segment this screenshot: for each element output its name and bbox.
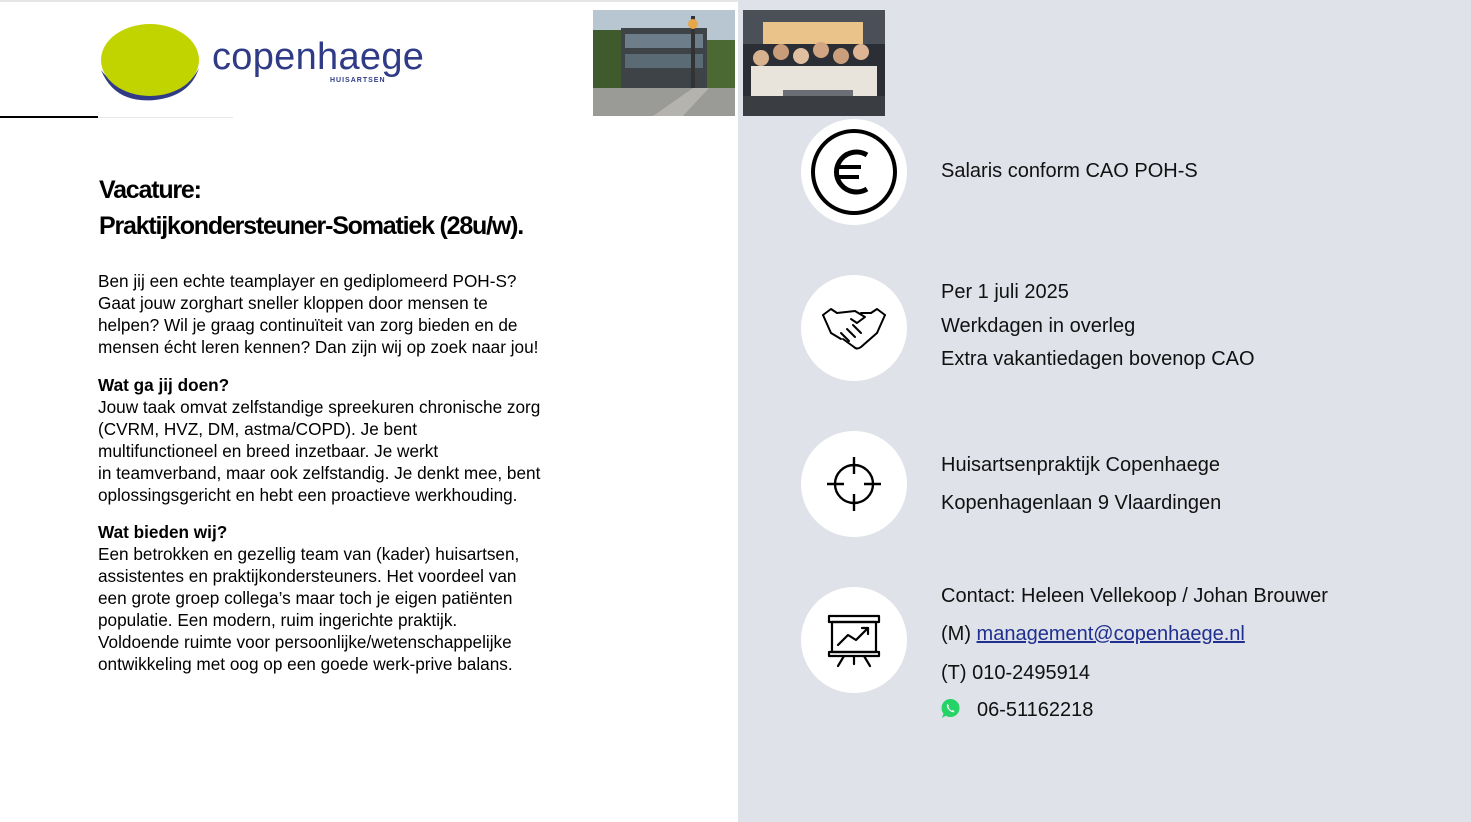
tasks-line: multifunctioneel en breed inzetbaar. Je werkt [98,441,439,461]
target-icon [824,454,884,514]
intro-line: mensen écht leren kennen? Dan zijn wij op zoek naar jou! [98,337,539,357]
contact-email-row [941,623,1245,646]
intro-line: Ben jij een echte teamplayer en gediplomeerd POH-S? [98,271,517,291]
offer-section [98,521,618,675]
intro-line: Gaat jouw zorghart sneller kloppen door mensen te [98,293,488,313]
logo-text: copenhaege [212,36,425,78]
title-line-2: Praktijkondersteuner-Somatiek (28u/w). [99,212,523,240]
offer-line: ontwikkeling met oog op een goede werk-prive balans. [98,654,513,674]
tasks-line: in teamverband, maar ook zelfstandig. Je denkt mee, bent [98,463,541,483]
email-link[interactable]: management@copenhaege.nl [976,623,1245,645]
euro-icon [809,127,899,217]
intro-line: helpen? Wil je graag continuïteit van zorg bieden en de [98,315,518,335]
presentation-chart-icon-circle [801,587,907,693]
handshake-icon-circle [801,275,907,381]
offer-heading: Wat bieden wij? [98,522,228,542]
practice-name: Huisartsenpraktijk Copenhaege [941,454,1221,476]
offer-line: een grote groep collega’s maar toch je eigen patiënten [98,588,513,608]
holidays-text: Extra vakantiedagen bovenop CAO [941,348,1255,370]
workdays-text: Werkdagen in overleg [941,315,1136,337]
contact-phone: (T) 010-2495914 [941,662,1090,684]
offer-line: Een betrokken en gezellig team van (kader) huisartsen, [98,544,520,564]
target-icon-circle [801,431,907,537]
logo-subtitle: HUISARTSEN [330,77,386,84]
divider [0,116,98,118]
contact-names: Contact: Heleen Vellekoop / Johan Brouwer [941,585,1328,607]
presentation-chart-icon [826,612,882,668]
tasks-line: Jouw taak omvat zelfstandige spreekuren chronische zorg [98,397,541,417]
tasks-line: oplossingsgericht en hebt een proactieve werkhouding. [98,485,518,505]
start-date-text: Per 1 juli 2025 [941,281,1069,303]
euro-icon-circle [801,119,907,225]
handshake-icon [821,303,887,353]
tasks-heading: Wat ga jij doen? [98,375,230,395]
divider-light [98,117,233,118]
salary-text: Salaris conform CAO POH-S [941,160,1198,182]
whatsapp-icon [940,698,961,719]
team-photo [743,10,885,116]
whatsapp-number: 06-51162218 [977,699,1094,721]
email-prefix: (M) [941,623,977,645]
building-photo [593,10,735,116]
title-line-1: Vacature: [99,176,201,204]
offer-line: populatie. Een modern, ruim ingerichte praktijk. [98,610,458,630]
offer-line: assistentes en praktijkondersteuners. Het voordeel van [98,566,517,586]
tasks-line: (CVRM, HVZ, DM, astma/COPD). Je bent [98,419,417,439]
intro-paragraph [98,270,618,358]
tasks-section [98,374,618,506]
offer-line: Voldoende ruimte voor persoonlijke/wetenschappelijke [98,632,512,652]
practice-address: Kopenhagenlaan 9 Vlaardingen [941,492,1222,514]
logo-mark [95,22,205,104]
